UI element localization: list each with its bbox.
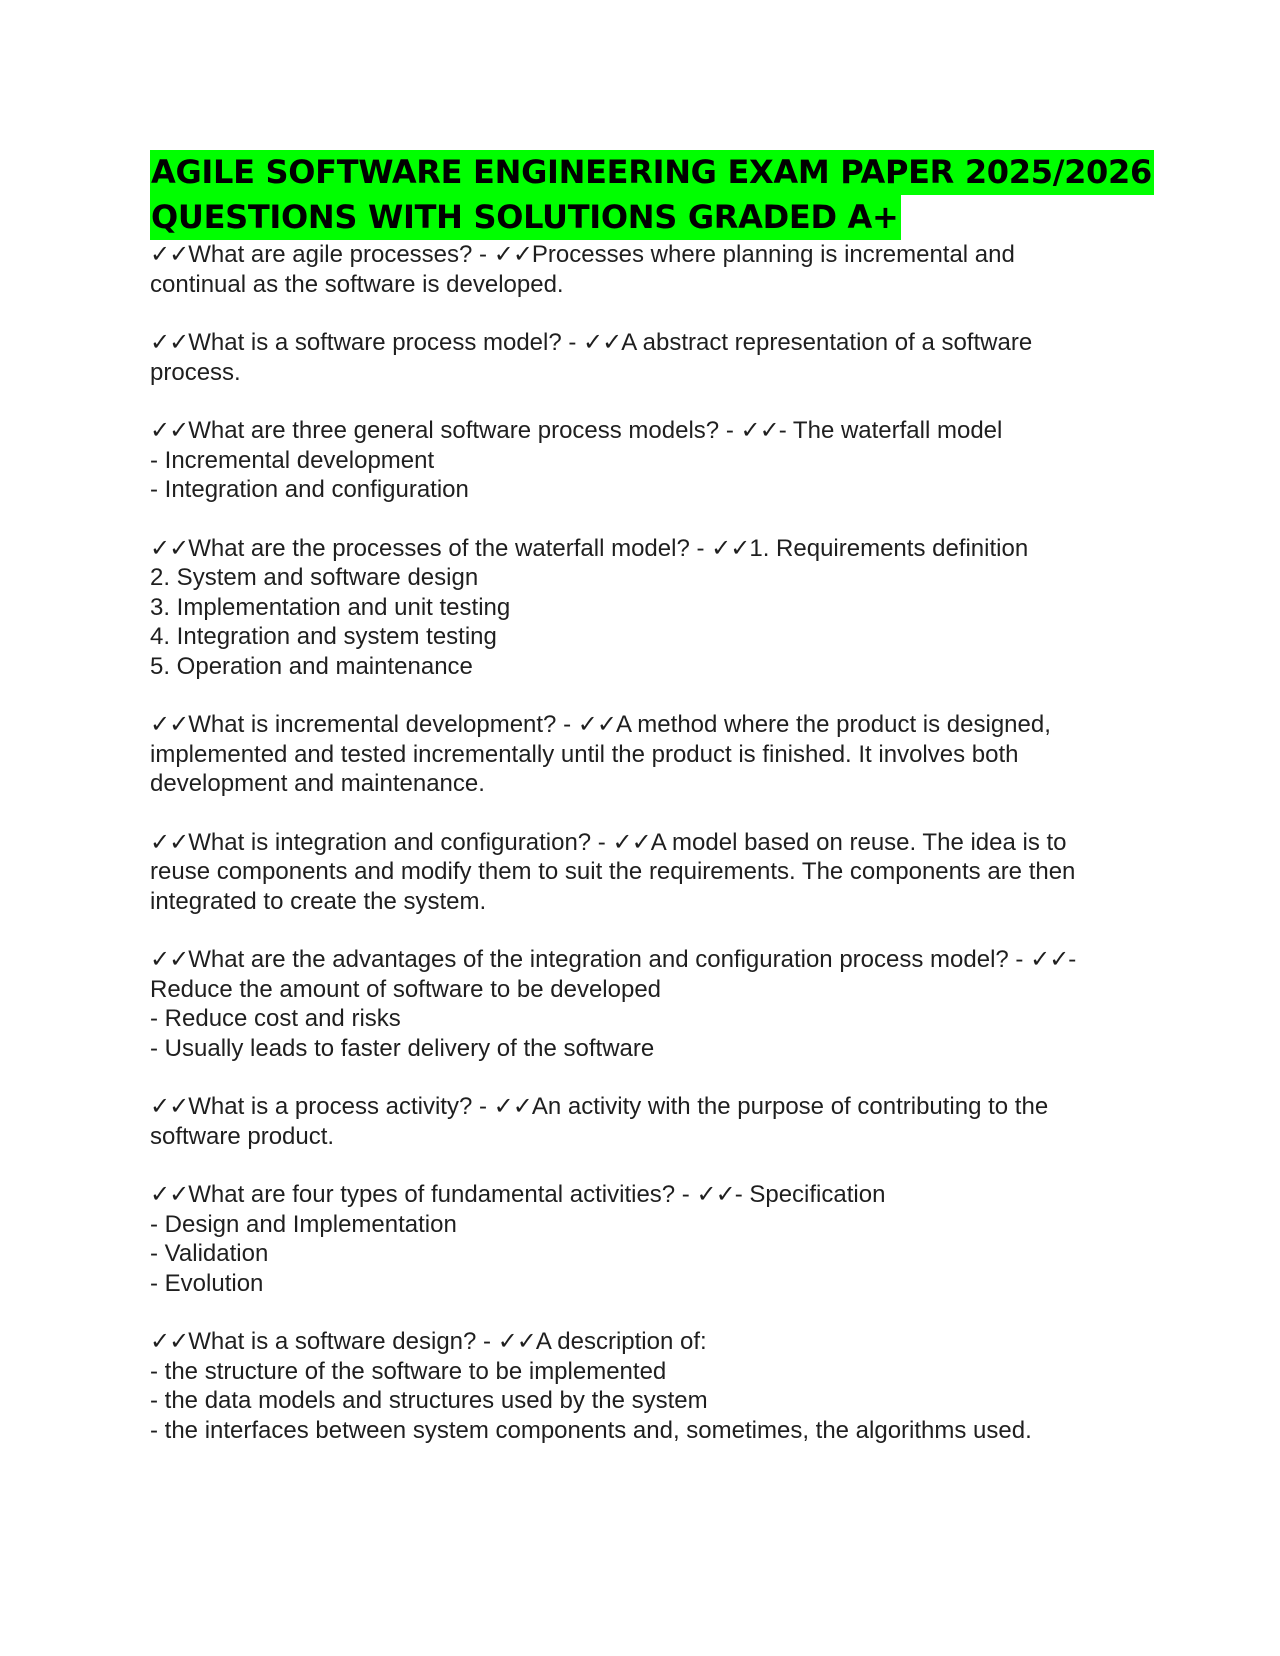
double-check-icon: ✓✓ — [493, 241, 532, 268]
double-check-icon: ✓✓ — [612, 828, 651, 856]
question-text: What are three general software process models? - — [188, 417, 741, 444]
double-check-icon: ✓✓ — [150, 1328, 189, 1355]
double-check-icon: ✓✓ — [150, 1093, 189, 1120]
qa-item — [150, 710, 1140, 799]
qa-item — [150, 1327, 1140, 1445]
double-check-icon: ✓✓ — [740, 417, 779, 444]
question-text: What is a software design? - — [188, 1328, 498, 1355]
qa-item — [150, 534, 1140, 682]
double-check-icon: ✓✓ — [577, 711, 616, 738]
answer-text: 1. Requirements definition 2. System and software design 3. Implementation and unit testing 4. Integration and system testing 5. Operation and maintenance — [150, 534, 1029, 680]
qa-item — [150, 416, 1140, 505]
qa-item — [150, 1092, 1140, 1151]
answer-text: A abstract representation of a software process. — [150, 329, 1033, 386]
double-check-icon: ✓✓ — [150, 417, 189, 444]
question-text: What are agile processes? - — [188, 241, 494, 268]
qa-item — [150, 1180, 1140, 1298]
question-text: What is incremental development? - — [188, 711, 578, 738]
question-text: What is a process activity? - — [188, 1093, 494, 1120]
qa-item — [150, 328, 1140, 387]
question-text: What are the processes of the waterfall model? - — [188, 534, 712, 562]
answer-text: A model based on reuse. The idea is to reuse components and modify them to suit the requirements. The components are then integrated to create the system. — [150, 828, 1076, 915]
answer-text: - Specification - Design and Implementation - Validation - Evolution — [150, 1181, 886, 1297]
double-check-icon: ✓✓ — [711, 534, 750, 562]
answer-text: A method where the product is designed, implemented and tested incrementally until the product is finished. It involves both development and maintenance. — [150, 711, 1051, 797]
qa-item — [150, 945, 1140, 1063]
double-check-icon: ✓✓ — [583, 329, 622, 356]
question-text: What are the advantages of the integration and configuration process model? - — [188, 946, 1031, 973]
document-title — [150, 150, 1152, 240]
question-text: What is a software process model? - — [188, 329, 584, 356]
double-check-icon: ✓✓ — [150, 241, 189, 268]
double-check-icon: ✓✓ — [150, 1181, 189, 1208]
question-text: What are four types of fundamental activities? - — [188, 1181, 697, 1208]
qa-item — [150, 828, 1140, 917]
title-line-1: AGILE SOFTWARE ENGINEERING EXAM PAPER 2025/2026 — [150, 150, 1154, 195]
title-line-2: QUESTIONS WITH SOLUTIONS GRADED A+ — [150, 195, 901, 240]
answer-text: A description of: - the structure of the software to be implemented - the data models and structures used by the system - the interfaces between system components and, sometimes, the algorithms used. — [150, 1328, 1032, 1444]
qa-item — [150, 240, 1140, 299]
double-check-icon: ✓✓ — [150, 534, 189, 562]
question-text: What is integration and configuration? - — [188, 828, 613, 856]
double-check-icon: ✓✓ — [150, 828, 189, 856]
answer-text: - Reduce the amount of software to be developed - Reduce cost and risks - Usually leads to faster delivery of the software — [150, 946, 1077, 1062]
double-check-icon: ✓✓ — [150, 946, 189, 973]
double-check-icon: ✓✓ — [1030, 946, 1069, 973]
double-check-icon: ✓✓ — [493, 1093, 532, 1120]
double-check-icon: ✓✓ — [150, 329, 189, 356]
answer-text: An activity with the purpose of contributing to the software product. — [150, 1093, 1049, 1150]
double-check-icon: ✓✓ — [150, 711, 189, 738]
answer-text: Processes where planning is incremental and continual as the software is developed. — [150, 241, 1015, 298]
answer-text: - The waterfall model - Incremental development - Integration and configuration — [150, 417, 1003, 503]
double-check-icon: ✓✓ — [696, 1181, 735, 1208]
double-check-icon: ✓✓ — [497, 1328, 536, 1355]
document-page — [150, 150, 1152, 1474]
